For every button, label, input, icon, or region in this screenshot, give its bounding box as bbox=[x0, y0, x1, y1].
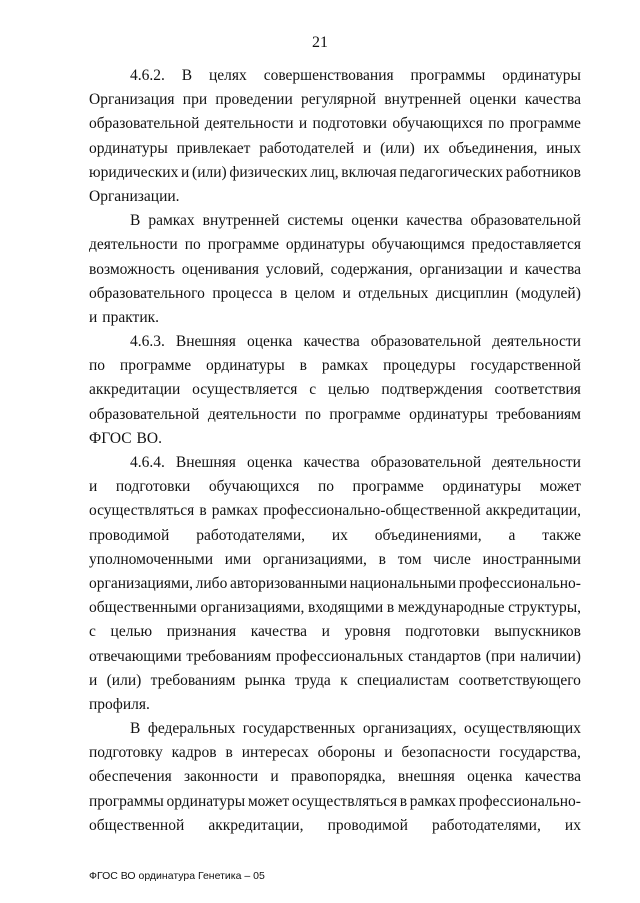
word: качества bbox=[524, 768, 581, 786]
word: (или) bbox=[192, 163, 227, 181]
text-line bbox=[89, 720, 581, 744]
word: совершенствования bbox=[263, 67, 394, 84]
word: программе bbox=[119, 357, 192, 375]
word: В bbox=[130, 720, 141, 738]
word: образовательной bbox=[89, 405, 200, 423]
word: и bbox=[181, 163, 190, 181]
word: условий, bbox=[265, 260, 324, 278]
word: входящими bbox=[308, 599, 384, 617]
text-line bbox=[89, 333, 581, 357]
word: обучающимся bbox=[371, 236, 465, 254]
text-line bbox=[89, 309, 581, 333]
word: национальными bbox=[349, 574, 457, 592]
text-line bbox=[89, 285, 581, 309]
word: подтверждения bbox=[381, 381, 483, 399]
word: ординатуры bbox=[409, 405, 488, 423]
word: интересах bbox=[241, 744, 309, 762]
word: и bbox=[89, 308, 98, 326]
word: процедуры bbox=[383, 357, 456, 375]
word: работодателями, bbox=[432, 816, 541, 834]
word: по bbox=[184, 236, 201, 254]
document-body bbox=[89, 67, 581, 841]
word: оценки bbox=[351, 212, 399, 230]
word: проводимой bbox=[89, 526, 170, 544]
word: объединения, bbox=[448, 139, 538, 157]
text-line bbox=[89, 430, 581, 454]
word: признания bbox=[166, 623, 237, 641]
text-line bbox=[89, 599, 581, 623]
text-line bbox=[89, 768, 581, 792]
word: подготовки bbox=[115, 478, 191, 496]
word: к bbox=[340, 671, 348, 689]
word: В bbox=[130, 212, 141, 230]
word: и bbox=[321, 623, 330, 641]
word: профессиональных bbox=[275, 647, 404, 665]
word: федеральных bbox=[147, 720, 236, 738]
word: структуры, bbox=[508, 599, 581, 617]
word: при bbox=[182, 91, 208, 109]
word: юридических bbox=[89, 163, 179, 181]
word: образовательной bbox=[470, 212, 581, 230]
word: стандартов bbox=[408, 647, 482, 665]
word: иностранными bbox=[482, 550, 581, 568]
word: ВО. bbox=[136, 429, 162, 447]
word: проводимой bbox=[327, 816, 408, 834]
word: программы bbox=[89, 792, 164, 810]
word: Организации. bbox=[89, 187, 180, 205]
word: рынка bbox=[244, 671, 286, 689]
text-line bbox=[89, 672, 581, 696]
word: осуществляющих bbox=[464, 720, 581, 738]
word: аккредитации, bbox=[485, 502, 581, 520]
word: ординатуры bbox=[166, 792, 246, 810]
word: выпускников bbox=[494, 623, 581, 641]
word: в bbox=[280, 284, 288, 302]
word: их bbox=[564, 816, 581, 834]
word: Внешняя bbox=[175, 333, 236, 351]
word: 4.6.4. bbox=[130, 454, 165, 471]
word: может bbox=[539, 478, 581, 496]
word: общественной bbox=[89, 816, 185, 834]
word: ординатуры bbox=[442, 478, 522, 496]
word: качества bbox=[524, 91, 581, 109]
word: деятельности bbox=[89, 236, 178, 254]
word: организациями, bbox=[262, 550, 367, 568]
word: в bbox=[299, 357, 307, 375]
word: также bbox=[542, 526, 581, 544]
word: профессионально-общественной bbox=[263, 502, 481, 520]
text-line bbox=[89, 817, 581, 841]
word: целью bbox=[327, 381, 370, 399]
word: внешняя bbox=[397, 768, 455, 786]
word: рамках bbox=[148, 212, 195, 230]
word: программы bbox=[410, 67, 486, 84]
word: регулярной bbox=[301, 91, 377, 109]
word: дисциплин bbox=[435, 284, 509, 302]
word: оценка bbox=[246, 454, 293, 471]
text-line bbox=[89, 527, 581, 551]
word: соответствия bbox=[494, 381, 581, 399]
text-line bbox=[89, 164, 581, 188]
word: внутренней bbox=[202, 212, 280, 230]
word: и bbox=[270, 768, 279, 786]
text-line bbox=[89, 261, 581, 285]
text-line bbox=[89, 67, 581, 91]
word: профессионально- bbox=[458, 792, 581, 810]
word: работников bbox=[505, 163, 581, 181]
word: оценивания bbox=[181, 260, 260, 278]
word: в bbox=[399, 792, 408, 810]
text-line bbox=[89, 381, 581, 405]
text-line bbox=[89, 212, 581, 236]
word: государственных bbox=[242, 720, 356, 738]
word: в bbox=[386, 599, 395, 617]
word: Организация bbox=[89, 91, 175, 109]
word: педагогических bbox=[399, 163, 504, 181]
word: привлекает bbox=[176, 139, 251, 157]
word: проведении bbox=[215, 91, 293, 109]
word: качества bbox=[250, 623, 307, 641]
text-line bbox=[89, 478, 581, 502]
word: кадров bbox=[171, 744, 217, 762]
word: том bbox=[397, 550, 422, 568]
word: государственной bbox=[470, 357, 581, 375]
word: (или) bbox=[380, 139, 415, 157]
word: обороны bbox=[317, 744, 376, 762]
word: либо bbox=[195, 574, 228, 592]
text-line bbox=[89, 551, 581, 575]
word: правопорядка, bbox=[290, 768, 386, 786]
text-line bbox=[89, 357, 581, 381]
word: и bbox=[342, 284, 351, 302]
text-line bbox=[89, 623, 581, 647]
word: и bbox=[89, 671, 98, 689]
word: аккредитации bbox=[89, 381, 181, 399]
text-line bbox=[89, 188, 581, 212]
word: а bbox=[508, 526, 516, 544]
word: программе bbox=[509, 115, 581, 133]
word: включая bbox=[341, 163, 397, 181]
word: государства, bbox=[499, 744, 581, 762]
word: образовательной bbox=[370, 333, 482, 351]
word: оценка bbox=[467, 768, 513, 786]
word: обучающихся bbox=[392, 115, 483, 133]
text-line bbox=[89, 91, 581, 115]
word: рамках bbox=[211, 502, 259, 520]
page-footer: ФГОС ВО ординатура Генетика – 05 bbox=[89, 870, 265, 882]
word: качества bbox=[303, 454, 360, 471]
word: по bbox=[89, 357, 106, 375]
word: внутренней bbox=[384, 91, 462, 109]
word: качества bbox=[406, 212, 463, 230]
word: безопасности bbox=[401, 744, 491, 762]
word: уполномоченными bbox=[89, 550, 214, 568]
word: осуществляться bbox=[89, 502, 195, 520]
text-line bbox=[89, 236, 581, 260]
word: оценка bbox=[246, 333, 293, 351]
word: образовательного bbox=[89, 284, 205, 302]
word: осуществляется bbox=[192, 381, 298, 399]
word: и bbox=[363, 139, 372, 157]
word: требованиям bbox=[150, 671, 236, 689]
word: отвечающими bbox=[89, 647, 182, 665]
word: ординатуры bbox=[502, 67, 581, 84]
word: осуществляться bbox=[291, 792, 398, 810]
word: (при bbox=[485, 647, 516, 665]
word: качества bbox=[303, 333, 360, 351]
word: общественными bbox=[89, 599, 197, 617]
word: Внешняя bbox=[175, 454, 236, 471]
word: организации bbox=[419, 260, 503, 278]
word: специалистам bbox=[357, 671, 450, 689]
word: деятельности bbox=[492, 454, 581, 471]
word: программе bbox=[352, 478, 424, 496]
text-line bbox=[89, 115, 581, 139]
word: с bbox=[309, 381, 317, 399]
word: целом bbox=[294, 284, 335, 302]
word: процесса bbox=[212, 284, 273, 302]
word: требованиям bbox=[186, 647, 272, 665]
word: образовательной bbox=[370, 454, 482, 471]
word: В bbox=[181, 67, 193, 84]
word: работодателями, bbox=[196, 526, 305, 544]
word: международные bbox=[397, 599, 505, 617]
word: по bbox=[304, 405, 321, 423]
word: деятельности bbox=[204, 115, 294, 133]
word: по bbox=[488, 115, 505, 133]
word: законности bbox=[183, 768, 259, 786]
word: физических bbox=[229, 163, 308, 181]
word: профессионально- bbox=[458, 574, 581, 592]
word: обеспечения bbox=[89, 768, 172, 786]
word: и bbox=[509, 260, 518, 278]
word: ординатуры bbox=[89, 139, 168, 157]
word: их bbox=[423, 139, 440, 157]
word: объединениями, bbox=[374, 526, 482, 544]
text-line bbox=[89, 454, 581, 478]
word: работодателей bbox=[259, 139, 355, 157]
word: может bbox=[247, 792, 290, 810]
word: образовательной bbox=[89, 115, 200, 133]
word: иных bbox=[546, 139, 581, 157]
text-line bbox=[89, 696, 581, 720]
word: аккредитации, bbox=[208, 816, 304, 834]
word: целях bbox=[209, 67, 247, 84]
word: с bbox=[89, 623, 96, 641]
word: в bbox=[378, 550, 386, 568]
word: целью bbox=[110, 623, 153, 641]
word: обучающихся bbox=[208, 478, 300, 496]
word: качества bbox=[524, 260, 581, 278]
word: в bbox=[225, 744, 233, 762]
word: и bbox=[384, 744, 393, 762]
word: возможность bbox=[89, 260, 175, 278]
word: наличии) bbox=[520, 647, 581, 665]
word: организациями, bbox=[89, 574, 194, 592]
word: системы bbox=[287, 212, 344, 230]
text-line bbox=[89, 648, 581, 672]
word: подготовки bbox=[312, 115, 387, 133]
word: 4.6.3. bbox=[130, 333, 165, 351]
word: рамках bbox=[409, 792, 457, 810]
word: практик. bbox=[102, 308, 160, 326]
text-line bbox=[89, 793, 581, 817]
word: деятельности bbox=[492, 333, 581, 351]
word: в bbox=[199, 502, 207, 520]
word: ФГОС bbox=[89, 429, 132, 447]
text-line bbox=[89, 744, 581, 768]
word: содержания, bbox=[330, 260, 413, 278]
word: числе bbox=[433, 550, 471, 568]
word: рамках bbox=[321, 357, 369, 375]
word: программе bbox=[207, 236, 279, 254]
word: деятельности bbox=[207, 405, 297, 423]
text-line bbox=[89, 140, 581, 164]
page-number: 21 bbox=[312, 34, 328, 51]
word: ординатуры bbox=[285, 236, 365, 254]
word: соответствующего bbox=[458, 671, 581, 689]
word: ординатуры bbox=[206, 357, 285, 375]
text-line bbox=[89, 406, 581, 430]
word: (модулей) bbox=[515, 284, 581, 302]
word: профиля. bbox=[89, 695, 150, 713]
word: предоставляется bbox=[471, 236, 581, 254]
word: 4.6.2. bbox=[130, 67, 165, 84]
word: ими bbox=[224, 550, 252, 568]
text-line bbox=[89, 502, 581, 526]
word: подготовки bbox=[405, 623, 480, 641]
word: требованиям bbox=[496, 405, 581, 423]
word: подготовку bbox=[89, 744, 163, 762]
word: программе bbox=[329, 405, 401, 423]
word: организациях, bbox=[362, 720, 457, 738]
word: (или) bbox=[106, 671, 142, 689]
word: уровня bbox=[344, 623, 391, 641]
word: их bbox=[331, 526, 348, 544]
word: труда bbox=[294, 671, 331, 689]
word: и bbox=[298, 115, 308, 133]
text-line bbox=[89, 575, 581, 599]
word: авторизованными bbox=[229, 574, 348, 592]
word: оценки bbox=[469, 91, 517, 109]
word: лиц, bbox=[310, 163, 339, 181]
word: организациями, bbox=[200, 599, 305, 617]
word: по bbox=[317, 478, 334, 496]
word: отдельных bbox=[358, 284, 429, 302]
word: и bbox=[89, 478, 98, 496]
